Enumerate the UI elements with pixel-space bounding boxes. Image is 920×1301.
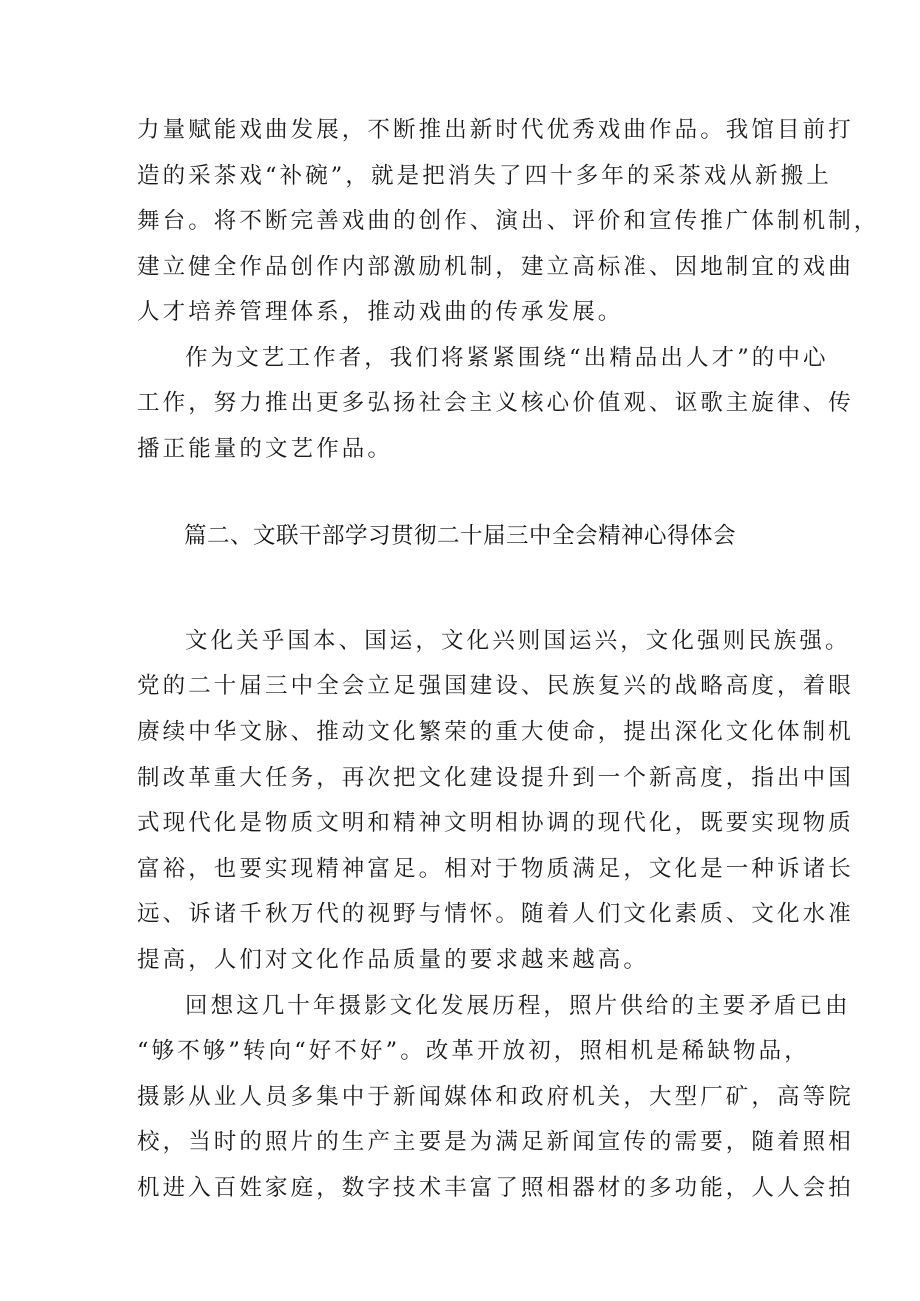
text-line: 播正能量的文艺作品。 — [137, 436, 394, 462]
text-line: 回想这几十年摄影文化发展历程，照片供给的主要矛盾已由 — [185, 993, 851, 1019]
text-line: 校，当时的照片的生产主要是为满足新闻宣传的需要，随着照相 — [137, 1129, 854, 1155]
text-line: 作为文艺工作者，我们将紧紧围绕“出精品出人才”的中心 — [185, 345, 829, 371]
text-line: 摄影从业人员多集中于新闻媒体和政府机关，大型厂矿，高等院 — [137, 1084, 854, 1110]
text-line: 舞台。将不断完善戏曲的创作、演出、评价和宣传推广体制机制， — [137, 208, 880, 234]
text-line: 机进入百姓家庭，数字技术丰富了照相器材的多功能，人人会拍 — [137, 1175, 854, 1201]
text-line: 工作，努力推出更多弘扬社会主义核心价值观、讴歌主旋律、传 — [137, 390, 854, 416]
text-line: 造的采茶戏“补碗”，就是把消失了四十多年的采茶戏从新搬上 — [137, 163, 832, 189]
text-line: 力量赋能戏曲发展，不断推出新时代优秀戏曲作品。我馆目前打 — [137, 117, 854, 143]
text-line: 赓续中华文脉、推动文化繁荣的重大使命，提出深化文化体制机 — [137, 719, 854, 745]
text-line: 制改革重大任务，再次把文化建设提升到一个新高度，指出中国 — [137, 765, 854, 791]
text-line: 式现代化是物质文明和精神文明相协调的现代化，既要实现物质 — [137, 810, 854, 836]
text-line: 党的二十届三中全会立足强国建设、民族复兴的战略高度，着眼 — [137, 673, 854, 699]
text-line: 人才培养管理体系，推动戏曲的传承发展。 — [137, 299, 624, 325]
text-line: 文化关乎国本、国运，文化兴则国运兴，文化强则民族强。 — [185, 628, 851, 654]
text-line: 富裕，也要实现精神富足。相对于物质满足，文化是一种诉诸长 — [137, 856, 854, 882]
text-line: 提高，人们对文化作品质量的要求越来越高。 — [137, 947, 650, 973]
section-heading: 篇二、文联干部学习贯彻二十届三中全会精神心得体会 — [183, 523, 736, 549]
text-line: “够不够”转向“好不好”。改革开放初，照相机是稀缺物品， — [137, 1038, 810, 1064]
text-line: 远、诉诸千秋万代的视野与情怀。随着人们文化素质、文化水准 — [137, 901, 854, 927]
text-line: 建立健全作品创作内部激励机制，建立高标准、因地制宜的戏曲 — [137, 254, 854, 280]
